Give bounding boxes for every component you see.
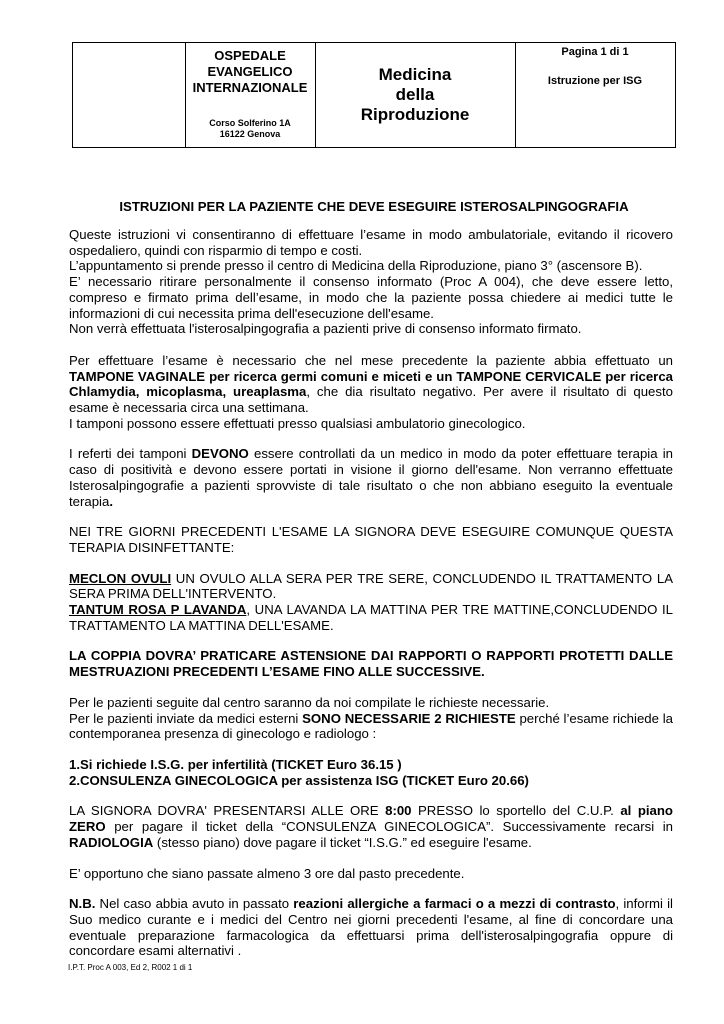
paragraph-requests [69, 695, 673, 742]
document-header-table [72, 42, 676, 148]
text-span: PRESSO lo sportello del C.U.P. [411, 803, 621, 819]
hospital-name-line: INTERNAZIONALE [192, 80, 308, 95]
paragraph-appointment [69, 803, 673, 850]
underlined-bold-span: MECLON OVULI [69, 570, 172, 586]
bold-span: RADIOLOGIA [69, 834, 154, 850]
text-span: perché l’esame richiede la contemporanea presenza di ginecologo e radiologo : [69, 710, 673, 742]
text-span: (stesso piano) dove pagare il ticket “I.S.G.” ed eseguire l'esame. [153, 834, 532, 850]
text-span: 2.CONSULENZA GINECOLOGICA per assistenza ISG (TICKET Euro 20.66) [69, 772, 529, 788]
document-body [69, 227, 673, 959]
paragraph-abstinence: LA COPPIA DOVRA’ PRATICARE ASTENSIONE DAI RAPPORTI O RAPPORTI PROTETTI DALLE MESTRUAZIONI PRECEDENTI L’ESAME FINO ALLE SUCCESSIVE. [69, 648, 673, 680]
department-name [315, 65, 515, 125]
document-title: ISTRUZIONI PER LA PAZIENTE CHE DEVE ESEGUIRE ISTEROSALPINGOGRAFIA [119, 199, 629, 214]
text-span: essere controllati da un medico in modo da poter effettuare terapia in caso di positività e devono essere portati in visione il giorno dell'esame. Non verranno effettuate Isterosalpingografie a pazienti sprovviste di tale risultato o che non abbiano eseguito la eventuale terapia [69, 446, 673, 509]
document-footer: I.P.T. Proc A 003, Ed 2, R002 1 di 1 [68, 963, 193, 972]
hospital-name-line: EVANGELICO [207, 64, 293, 79]
text-span: , che dia risultato negativo. Per avere il risultato di questo esame è necessaria circa una settimana. [69, 384, 673, 416]
text-span: Queste istruzioni vi consentiranno di effettuare l’esame in modo ambulatoriale, evitando il ricovero ospedaliero, quindi con risparmio di tempo e costi. [69, 227, 673, 258]
text-span: UN OVULO ALLA SERA PER TRE SERE, CONCLUDENDO IL TRATTAMENTO LA SERA PRIMA DELL'INTERVENTO. [69, 570, 674, 602]
text-span: , informi il Suo medico curante e i medici del Centro nei giorni precedenti l'esame, al fine di concordare una eventuale preparazione farmacologica da effettuarsi prima dell'isterosalpingografia oppure di concordare esami alternativi . [69, 896, 673, 959]
instruction-code: Istruzione per ISG [547, 75, 643, 87]
paragraph-swabs [69, 353, 673, 432]
department-line: Riproduzione [360, 105, 470, 124]
bold-span: DEVONO [191, 446, 249, 462]
bold-span: al piano ZERO [69, 803, 673, 835]
text-span: Per effettuare l’esame è necessario che nel mese precedente la paziente abbia effettuato un [69, 352, 673, 368]
paragraph-note [69, 896, 673, 959]
address-line: Corso Solferino 1A [209, 118, 291, 128]
page-number: Pagina 1 di 1 [561, 46, 629, 58]
text-span: per pagare il ticket della “CONSULENZA GINECOLOGICA”. Successivamente recarsi in [105, 819, 673, 835]
underlined-bold-span: TANTUM ROSA P LAVANDA [69, 602, 247, 618]
paragraph-fasting: E’ opportuno che siano passate almeno 3 ore dal pasto precedente. [69, 865, 465, 881]
text-span: L’appuntamento si prende presso il centro di Medicina della Riproduzione, piano 3° (ascensore B). [69, 258, 643, 274]
text-span: Per le pazienti seguite dal centro saranno da noi compilate le richieste necessarie. [69, 694, 550, 710]
bold-span: TAMPONE VAGINALE per ricerca germi comuni e miceti e un TAMPONE CERVICALE per ricerca Chlamydia, micoplasma, ureaplasma [69, 368, 673, 400]
text-span: Non verrà effettuata l'isterosalpingografia a pazienti prive di consenso informato firmato. [69, 321, 582, 337]
department-line: della [395, 85, 435, 104]
page-info-cell [515, 43, 675, 147]
text-span: 1.Si richiede I.S.G. per infertilità (TICKET Euro 36.15 ) [69, 756, 402, 772]
header-empty-cell [73, 43, 186, 147]
paragraph-reports [69, 446, 673, 509]
department-line: Medicina [378, 65, 452, 84]
paragraph-therapy-intro: NEI TRE GIORNI PRECEDENTI L'ESAME LA SIGNORA DEVE ESEGUIRE COMUNQUE QUESTA TERAPIA DISINFETTANTE: [69, 524, 673, 555]
address-line: 16122 Genova [219, 129, 281, 139]
text-span: I tamponi possono essere effettuati presso qualsiasi ambulatorio ginecologico. [69, 415, 526, 431]
hospital-name-line: OSPEDALE [214, 48, 286, 63]
text-span: Nel caso abbia avuto in passato [95, 896, 294, 912]
paragraph-therapy [69, 571, 673, 634]
text-span: Per le pazienti inviate da medici esterni [69, 710, 303, 726]
bold-span: N.B. [69, 896, 96, 912]
text-span: LA SIGNORA DOVRA' PRESENTARSI ALLE ORE [69, 803, 386, 819]
paragraph-tickets [69, 757, 673, 788]
department-cell [315, 43, 516, 147]
text-span: E’ necessario ritirare personalmente il consenso informato (Proc A 004), che deve essere letto, compreso e firmato prima dell’esame, in modo che la paziente possa chiedere ai medici tutte le informazioni di cui necessita prima dell'esecuzione dell'esame. [69, 274, 673, 321]
text-span: , UNA LAVANDA LA MATTINA PER TRE MATTINE,CONCLUDENDO IL TRATTAMENTO LA MATTINA DELL'ESAME. [69, 602, 673, 633]
bold-span: reazioni allergiche a farmaci o a mezzi di contrasto [293, 896, 616, 912]
bold-span: SONO NECESSARIE 2 RICHIESTE [302, 710, 516, 726]
bold-span: . [109, 493, 113, 509]
paragraph-intro [69, 227, 673, 337]
hospital-cell [185, 43, 316, 147]
text-span: I referti dei tamponi [69, 446, 192, 462]
bold-span: 8:00 [385, 803, 412, 819]
hospital-name [185, 48, 315, 96]
hospital-address [185, 118, 315, 140]
